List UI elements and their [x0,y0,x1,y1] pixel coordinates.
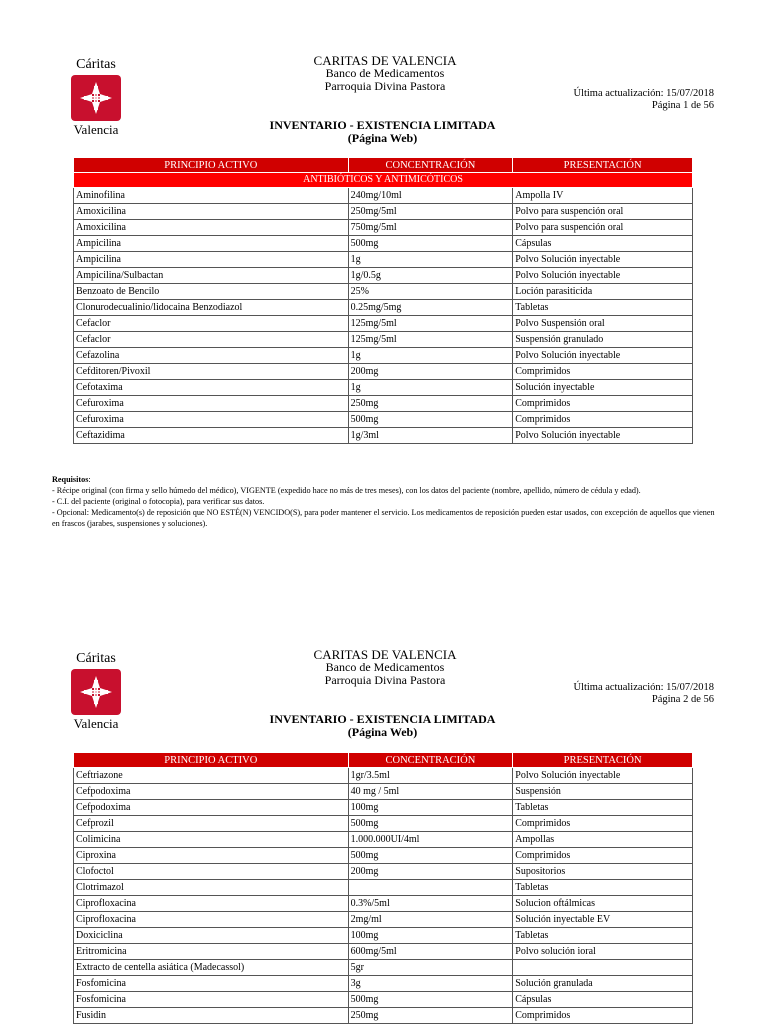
cell-principio-activo: Clofoctol [74,864,349,880]
cell-presentacion: Tabletas [513,928,693,944]
cell-presentacion: Solución inyectable [513,380,693,396]
table-row [74,284,693,300]
cell-concentracion: 3g [348,976,513,992]
section-row [74,173,693,188]
table-row [74,928,693,944]
cell-presentacion: Tabletas [513,880,693,896]
requirements [52,474,717,529]
cell-concentracion: 125mg/5ml [348,316,513,332]
cell-principio-activo: Aminofilina [74,188,349,204]
inventory-table-page-1 [73,157,693,444]
cell-presentacion: Solucion oftálmicas [513,896,693,912]
table-row [74,364,693,380]
cell-concentracion: 100mg [348,800,513,816]
page-title [250,713,515,739]
caritas-logo [66,652,126,730]
cell-principio-activo: Fosfomicina [74,992,349,1008]
requirements-heading: Requisitos: [52,475,91,484]
cell-principio-activo: Ciprofloxacina [74,896,349,912]
update-info [573,88,714,112]
column-header: CONCENTRACIÓN [348,753,513,768]
cell-presentacion: Polvo para suspención oral [513,220,693,236]
cell-presentacion: Comprimidos [513,412,693,428]
title-main: INVENTARIO - EXISTENCIA LIMITADA [269,118,496,132]
cell-principio-activo: Amoxicilina [74,220,349,236]
table-row [74,848,693,864]
table-row [74,832,693,848]
column-header: PRINCIPIO ACTIVO [74,753,349,768]
cell-concentracion: 100mg [348,928,513,944]
cell-principio-activo: Eritromicina [74,944,349,960]
table-row [74,252,693,268]
cell-concentracion: 1g [348,348,513,364]
cell-concentracion: 40 mg / 5ml [348,784,513,800]
requirement-1: - Récipe original (con firma y sello húmedo del médico), VIGENTE (expedido hace no más de tres meses), con los datos del paciente (nombre, apellido, número de cédula y edad). [52,486,641,495]
cell-presentacion: Comprimidos [513,816,693,832]
requirements-label: Requisitos [52,475,89,484]
table-row [74,976,693,992]
cell-concentracion: 240mg/10ml [348,188,513,204]
table-row [74,380,693,396]
cell-presentacion: Polvo solución ioral [513,944,693,960]
table-row [74,800,693,816]
cell-presentacion: Polvo Solución inyectable [513,348,693,364]
column-header: PRESENTACIÓN [513,158,693,173]
org-line-3: Parroquia Divina Pastora [324,79,446,93]
cell-concentracion: 200mg [348,864,513,880]
table-row [74,864,693,880]
cell-concentracion: 1g/0.5g [348,268,513,284]
cell-presentacion: Cápsulas [513,236,693,252]
cell-concentracion: 250mg [348,396,513,412]
table-row [74,268,693,284]
cell-presentacion: Comprimidos [513,1008,693,1024]
cell-concentracion: 500mg [348,992,513,1008]
cell-concentracion: 750mg/5ml [348,220,513,236]
org-line-2: Banco de Medicamentos [325,66,445,80]
cell-principio-activo: Ampicilina [74,236,349,252]
cell-concentracion: 1g [348,380,513,396]
table-row [74,768,693,784]
section-title: ANTIBIÓTICOS Y ANTIMICÓTICOS [74,173,693,188]
page-number: Página 2 de 56 [651,694,714,705]
cell-principio-activo: Cefaclor [74,316,349,332]
table-row [74,300,693,316]
cell-presentacion: Polvo Solución inyectable [513,428,693,444]
cell-principio-activo: Cefpodoxima [74,784,349,800]
column-header: CONCENTRACIÓN [348,158,513,173]
table-row [74,784,693,800]
cell-concentracion: 1g/3ml [348,428,513,444]
cell-concentracion: 1g [348,252,513,268]
cell-principio-activo: Cefditoren/Pivoxil [74,364,349,380]
logo-bottom-text: Valencia [73,122,119,137]
cell-concentracion: 500mg [348,236,513,252]
cell-presentacion: Polvo Solución inyectable [513,768,693,784]
table-header-row [74,158,693,173]
cell-principio-activo: Fusidin [74,1008,349,1024]
inventory-table-page-2 [73,752,693,1024]
table-row [74,204,693,220]
cell-presentacion: Comprimidos [513,364,693,380]
requirement-3: - Opcional: Medicamento(s) de reposición que NO ESTÉ(N) VENCIDO(S), para poder mantener el servicio. Los medicamentos de reposición pueden estar usados, con excepción de aquellos que vienen en frascos (jarabes, suspensiones y soluciones). [52,508,715,528]
cell-principio-activo: Ceftriazone [74,768,349,784]
cell-principio-activo: Cefprozil [74,816,349,832]
cell-principio-activo: Cefuroxima [74,396,349,412]
cell-concentracion: 250mg/5ml [348,204,513,220]
cell-principio-activo: Ampicilina [74,252,349,268]
cell-principio-activo: Doxiciclina [74,928,349,944]
logo-top-text: Cáritas [76,651,116,666]
cell-concentracion: 200mg [348,364,513,380]
page-number: Página 1 de 56 [651,100,714,111]
cell-concentracion: 125mg/5ml [348,332,513,348]
table-row [74,896,693,912]
table-row [74,188,693,204]
table-row [74,428,693,444]
caritas-logo [66,58,126,136]
cell-principio-activo: Cefazolina [74,348,349,364]
title-main: INVENTARIO - EXISTENCIA LIMITADA [269,712,496,726]
table-row [74,332,693,348]
last-updated: Última actualización: 15/07/2018 [573,88,714,99]
cell-principio-activo: Ciprofloxacina [74,912,349,928]
cell-presentacion: Ampolla IV [513,188,693,204]
cell-presentacion: Polvo Suspensión oral [513,316,693,332]
cell-principio-activo: Fosfomicina [74,976,349,992]
cell-principio-activo: Clotrimazol [74,880,349,896]
cell-principio-activo: Colimicina [74,832,349,848]
cell-principio-activo: Ampicilina/Sulbactan [74,268,349,284]
cell-principio-activo: Cefuroxima [74,412,349,428]
title-sub: (Página Web) [347,131,418,145]
cell-presentacion: Tabletas [513,800,693,816]
table-row [74,412,693,428]
table-row [74,912,693,928]
org-line-2: Banco de Medicamentos [325,660,445,674]
cell-concentracion: 5gr [348,960,513,976]
table-row [74,220,693,236]
cell-concentracion: 0.25mg/5mg [348,300,513,316]
org-name: CARITAS DE VALENCIA [313,53,457,68]
page-title [250,119,515,145]
table-row [74,236,693,252]
table-row [74,992,693,1008]
organization-header [280,648,490,687]
table-row [74,816,693,832]
requirement-2: - C.I. del paciente (original o fotocopia), para verificar sus datos. [52,497,265,506]
cell-concentracion: 500mg [348,816,513,832]
cell-principio-activo: Clonurodecualinio/lidocaina Benzodiazol [74,300,349,316]
cell-presentacion: Ampollas [513,832,693,848]
cell-principio-activo: Benzoato de Bencilo [74,284,349,300]
cell-concentracion: 500mg [348,848,513,864]
logo-bottom-text: Valencia [73,716,119,731]
org-name: CARITAS DE VALENCIA [313,647,457,662]
cell-principio-activo: Ciproxina [74,848,349,864]
cell-principio-activo: Amoxicilina [74,204,349,220]
cell-presentacion: Solución inyectable EV [513,912,693,928]
title-sub: (Página Web) [347,725,418,739]
cell-presentacion: Solución granulada [513,976,693,992]
table-row [74,348,693,364]
cell-presentacion: Loción parasiticida [513,284,693,300]
cell-presentacion: Polvo Solución inyectable [513,252,693,268]
cell-concentracion: 500mg [348,412,513,428]
cell-concentracion: 0.3%/5ml [348,896,513,912]
cell-presentacion: Suspensión granulado [513,332,693,348]
update-info [573,682,714,706]
cell-presentacion: Tabletas [513,300,693,316]
table-row [74,1008,693,1024]
logo-top-text: Cáritas [76,57,116,72]
cell-principio-activo: Ceftazidima [74,428,349,444]
cell-presentacion: Polvo Solución inyectable [513,268,693,284]
cell-principio-activo: Cefotaxima [74,380,349,396]
cell-presentacion: Suspensión [513,784,693,800]
cell-presentacion: Supositorios [513,864,693,880]
column-header: PRESENTACIÓN [513,753,693,768]
table-row [74,880,693,896]
cell-concentracion: 600mg/5ml [348,944,513,960]
caritas-cross-icon [71,75,121,121]
cell-concentracion: 25% [348,284,513,300]
cell-presentacion: Cápsulas [513,992,693,1008]
organization-header [280,54,490,93]
last-updated: Última actualización: 15/07/2018 [573,682,714,693]
org-line-3: Parroquia Divina Pastora [324,673,446,687]
cell-concentracion: 1gr/3.5ml [348,768,513,784]
table-header-row [74,753,693,768]
cell-presentacion [513,960,693,976]
cell-presentacion: Comprimidos [513,396,693,412]
table-row [74,396,693,412]
column-header: PRINCIPIO ACTIVO [74,158,349,173]
cell-presentacion: Polvo para suspención oral [513,204,693,220]
cell-principio-activo: Cefaclor [74,332,349,348]
table-row [74,316,693,332]
table-row [74,944,693,960]
cell-concentracion [348,880,513,896]
caritas-cross-icon [71,669,121,715]
cell-principio-activo: Cefpodoxima [74,800,349,816]
cell-principio-activo: Extracto de centella asiática (Madecassol) [74,960,349,976]
cell-concentracion: 1.000.000UI/4ml [348,832,513,848]
cell-concentracion: 2mg/ml [348,912,513,928]
cell-presentacion: Comprimidos [513,848,693,864]
cell-concentracion: 250mg [348,1008,513,1024]
table-row [74,960,693,976]
